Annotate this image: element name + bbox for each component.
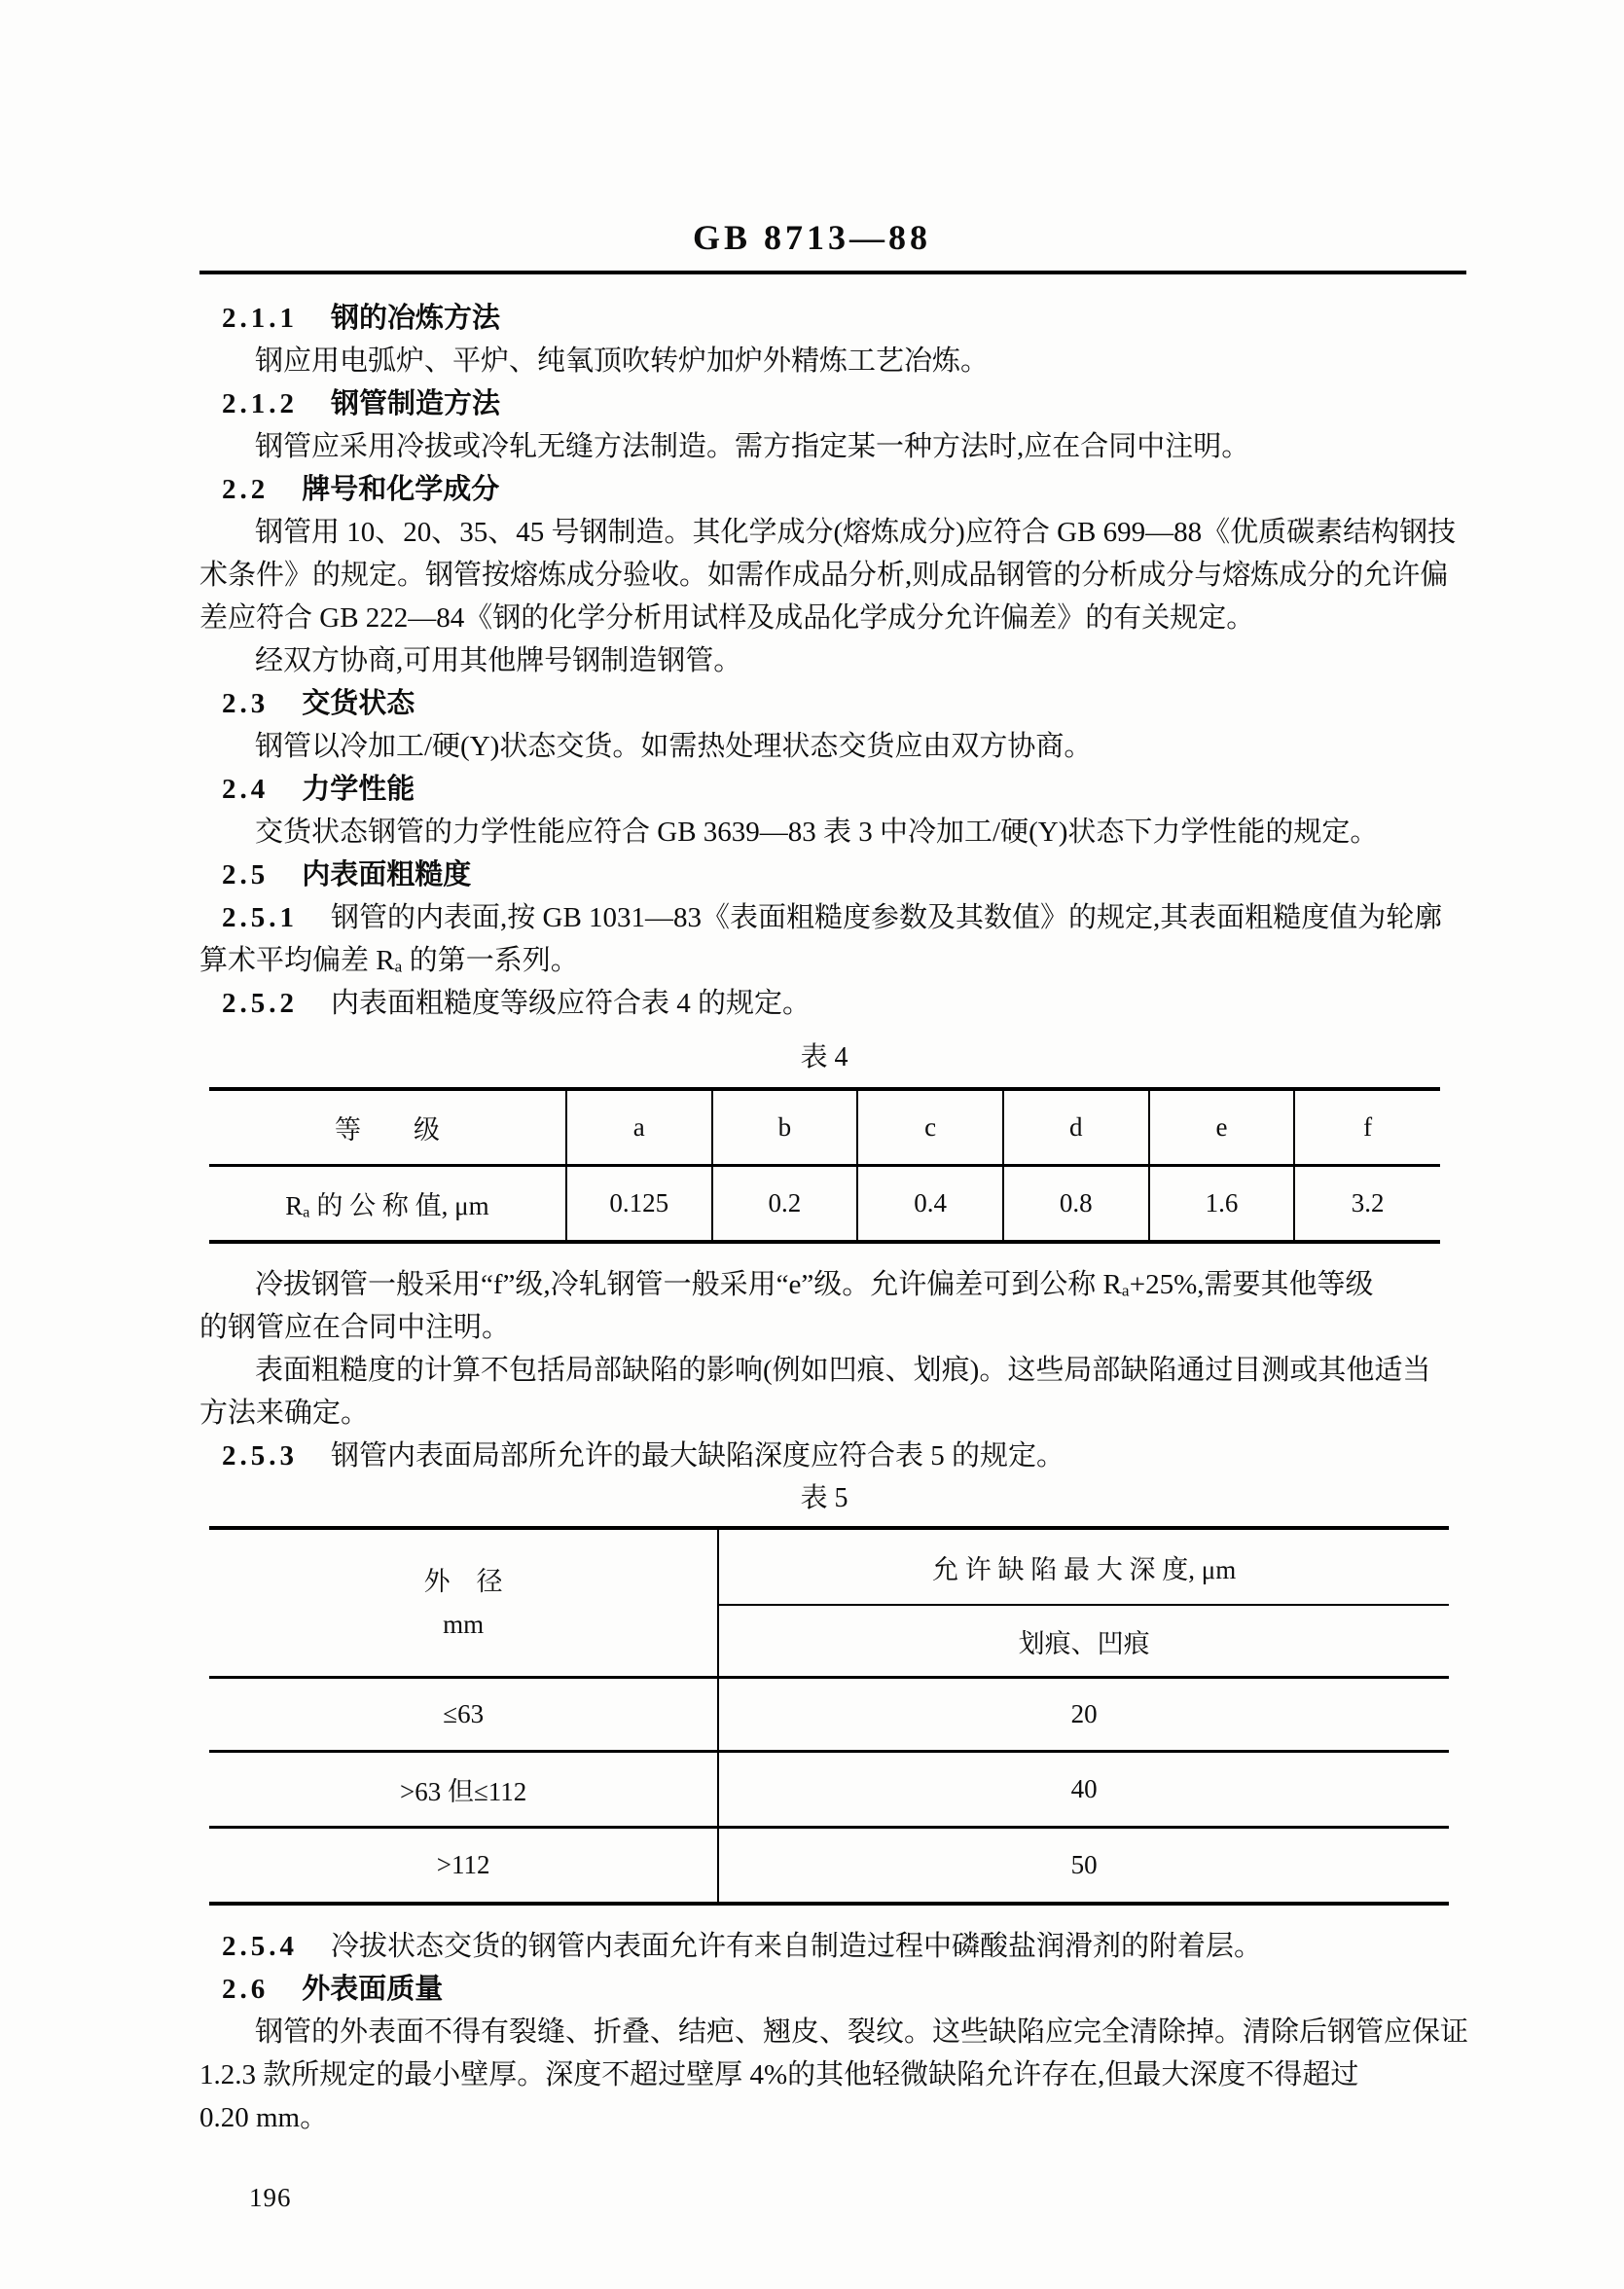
table-row xyxy=(209,1678,1449,1752)
clause-title: 外表面质量 xyxy=(302,1974,444,2005)
table-5 xyxy=(209,1526,1449,1906)
paragraph-line xyxy=(199,2096,1464,2139)
table-cell-grade-f: f xyxy=(1294,1089,1440,1166)
paragraph-line xyxy=(199,1306,1464,1349)
document-body xyxy=(0,297,1469,2219)
header-rule xyxy=(199,271,1466,274)
table-cell-ra-f: 3.2 xyxy=(1294,1166,1440,1243)
paragraph-text: 术条件》的规定。钢管按熔炼成分验收。如需作成品分析,则成品钢管的分析成分与熔炼成分的允许偏 xyxy=(199,560,1449,591)
table-4-header-row xyxy=(209,1089,1440,1166)
paragraph-line xyxy=(199,425,1464,468)
table-cell-grade-label: 等 级 xyxy=(209,1089,566,1166)
clause-sentence-2-5-1 xyxy=(199,896,1464,939)
clause-text: 钢管内表面局部所允许的最大缺陷深度应符合表 5 的规定。 xyxy=(331,1440,1065,1472)
table-row xyxy=(209,1752,1449,1828)
clause-heading-2-1-2 xyxy=(199,382,1464,425)
table-cell-ra-a: 0.125 xyxy=(566,1166,712,1243)
clause-title: 力学性能 xyxy=(302,774,415,805)
clause-title: 牌号和化学成分 xyxy=(302,474,500,505)
clause-number: 2.5.1 xyxy=(222,902,298,933)
table-cell-ra-e: 1.6 xyxy=(1149,1166,1295,1243)
clause-sentence-2-5-2 xyxy=(199,982,1464,1025)
table-cell-max-depth-header: 允 许 缺 陷 最 大 深 度, μm xyxy=(718,1528,1449,1605)
outer-diameter-unit: mm xyxy=(443,1610,485,1639)
paragraph-text: 1.2.3 款所规定的最小壁厚。深度不超过壁厚 4%的其他轻微缺陷允许存在,但最大深度不得超过 xyxy=(199,2059,1359,2090)
table-cell-grade-e: e xyxy=(1149,1089,1295,1166)
clause-number: 2.5 xyxy=(222,859,270,890)
clause-heading-2-6 xyxy=(199,1968,1464,2011)
clause-text: 内表面粗糙度等级应符合表 4 的规定。 xyxy=(331,988,812,1019)
paragraph-line xyxy=(199,340,1464,382)
clause-number: 2.4 xyxy=(222,774,270,805)
table-5-header-row xyxy=(209,1528,1449,1605)
paragraph-line xyxy=(199,939,1464,982)
table-4-caption: 表 4 xyxy=(800,1042,848,1072)
outer-diameter-label: 外 径 xyxy=(423,1567,503,1596)
table-cell-ra-c: 0.4 xyxy=(857,1166,1003,1243)
standard-number: GB 8713—88 xyxy=(692,218,931,257)
table-4 xyxy=(209,1087,1440,1244)
paragraph-line xyxy=(199,554,1464,597)
paragraph-line xyxy=(199,1392,1464,1435)
paragraph-text: 方法来确定。 xyxy=(199,1398,370,1429)
table-cell-diameter: ≤63 xyxy=(209,1678,718,1752)
clause-number: 2.6 xyxy=(222,1974,270,2005)
clause-title: 钢管制造方法 xyxy=(331,388,501,419)
paragraph-line xyxy=(199,639,1464,682)
paragraph-line xyxy=(199,725,1464,768)
page-number: 196 xyxy=(249,2183,292,2212)
paragraph-text: 钢管的外表面不得有裂缝、折叠、结疤、翘皮、裂纹。这些缺陷应完全清除掉。清除后钢管应保证 xyxy=(255,2016,1469,2048)
paragraph-line xyxy=(199,1349,1464,1392)
clause-number: 2.5.2 xyxy=(222,988,298,1019)
clause-heading-2-5 xyxy=(199,854,1464,896)
clause-title: 交货状态 xyxy=(302,688,415,719)
clause-number: 2.5.4 xyxy=(222,1931,298,1962)
paragraph-text: 钢应用电弧炉、平炉、纯氧顶吹转炉加炉外精炼工艺冶炼。 xyxy=(255,345,990,377)
paragraph-text: 钢管以冷加工/硬(Y)状态交货。如需热处理状态交货应由双方协商。 xyxy=(255,731,1093,762)
table-cell-grade-a: a xyxy=(566,1089,712,1166)
table-cell-ra-b: 0.2 xyxy=(712,1166,858,1243)
clause-number: 2.2 xyxy=(222,474,270,505)
table-cell-defect-types: 划痕、凹痕 xyxy=(718,1605,1449,1678)
table-4-value-row xyxy=(209,1166,1440,1243)
paragraph-text: 算术平均偏差 Rₐ 的第一系列。 xyxy=(199,945,579,976)
table-cell-outer-diameter-header xyxy=(209,1528,718,1678)
paragraph-text: 交货状态钢管的力学性能应符合 GB 3639—83 表 3 中冷加工/硬(Y)状态下力学性能的规定。 xyxy=(255,817,1379,848)
table-cell-depth: 40 xyxy=(718,1752,1449,1828)
table-cell-diameter: >112 xyxy=(209,1828,718,1905)
paragraph-text: 钢管应采用冷拔或冷轧无缝方法制造。需方指定某一种方法时,应在合同中注明。 xyxy=(255,431,1250,462)
paragraph-text: 冷拔钢管一般采用“f”级,冷轧钢管一般采用“e”级。允许偏差可到公称 Rₐ+25%,需要其他等级 xyxy=(255,1269,1374,1300)
clause-number: 2.1.2 xyxy=(222,388,298,419)
clause-heading-2-3 xyxy=(199,682,1464,725)
clause-sentence-2-5-3 xyxy=(199,1435,1464,1477)
paragraph-line xyxy=(199,1263,1464,1306)
clause-heading-2-4 xyxy=(199,768,1464,811)
paragraph-text: 的钢管应在合同中注明。 xyxy=(199,1312,511,1343)
clause-heading-2-2 xyxy=(199,468,1464,511)
clause-title: 钢的冶炼方法 xyxy=(331,303,501,334)
paragraph-line xyxy=(199,2053,1464,2096)
clause-number: 2.5.3 xyxy=(222,1440,298,1472)
paragraph-text: 钢管用 10、20、35、45 号钢制造。其化学成分(熔炼成分)应符合 GB 699—88《优质碳素结构钢技 xyxy=(255,517,1457,548)
clause-title: 内表面粗糙度 xyxy=(302,859,472,890)
paragraph-text: 0.20 mm。 xyxy=(199,2102,329,2133)
table-5-caption: 表 5 xyxy=(800,1483,848,1513)
table-cell-grade-d: d xyxy=(1003,1089,1149,1166)
paragraph-line xyxy=(199,511,1464,554)
clause-number: 2.3 xyxy=(222,688,270,719)
table-row xyxy=(209,1828,1449,1905)
paragraph-text: 经双方协商,可用其他牌号钢制造钢管。 xyxy=(255,645,742,676)
paragraph-line xyxy=(199,2011,1469,2053)
table-cell-depth: 50 xyxy=(1070,1850,1098,1879)
clause-number: 2.1.1 xyxy=(222,303,298,334)
table-cell-grade-b: b xyxy=(712,1089,858,1166)
paragraph-line xyxy=(199,597,1464,639)
clause-text: 冷拔状态交货的钢管内表面允许有来自制造过程中磷酸盐润滑剂的附着层。 xyxy=(331,1931,1263,1962)
table-cell-ra-d: 0.8 xyxy=(1003,1166,1149,1243)
clause-text: 钢管的内表面,按 GB 1031—83《表面粗糙度参数及其数值》的规定,其表面粗糙度值为轮廓 xyxy=(331,902,1443,933)
table-cell-diameter: >63 但≤112 xyxy=(209,1752,718,1828)
clause-heading-2-1-1 xyxy=(199,297,1464,340)
paragraph-text: 表面粗糙度的计算不包括局部缺陷的影响(例如凹痕、划痕)。这些局部缺陷通过目测或其他适当 xyxy=(255,1355,1431,1386)
table-cell-depth: 20 xyxy=(718,1678,1449,1752)
table-cell-grade-c: c xyxy=(857,1089,1003,1166)
table-cell-ra-label: Rₐ 的 公 称 值, μm xyxy=(285,1191,489,1220)
clause-sentence-2-5-4 xyxy=(199,1925,1464,1968)
paragraph-line xyxy=(199,811,1464,854)
paragraph-text: 差应符合 GB 222—84《钢的化学分析用试样及成品化学成分允许偏差》的有关规定。 xyxy=(199,602,1255,634)
